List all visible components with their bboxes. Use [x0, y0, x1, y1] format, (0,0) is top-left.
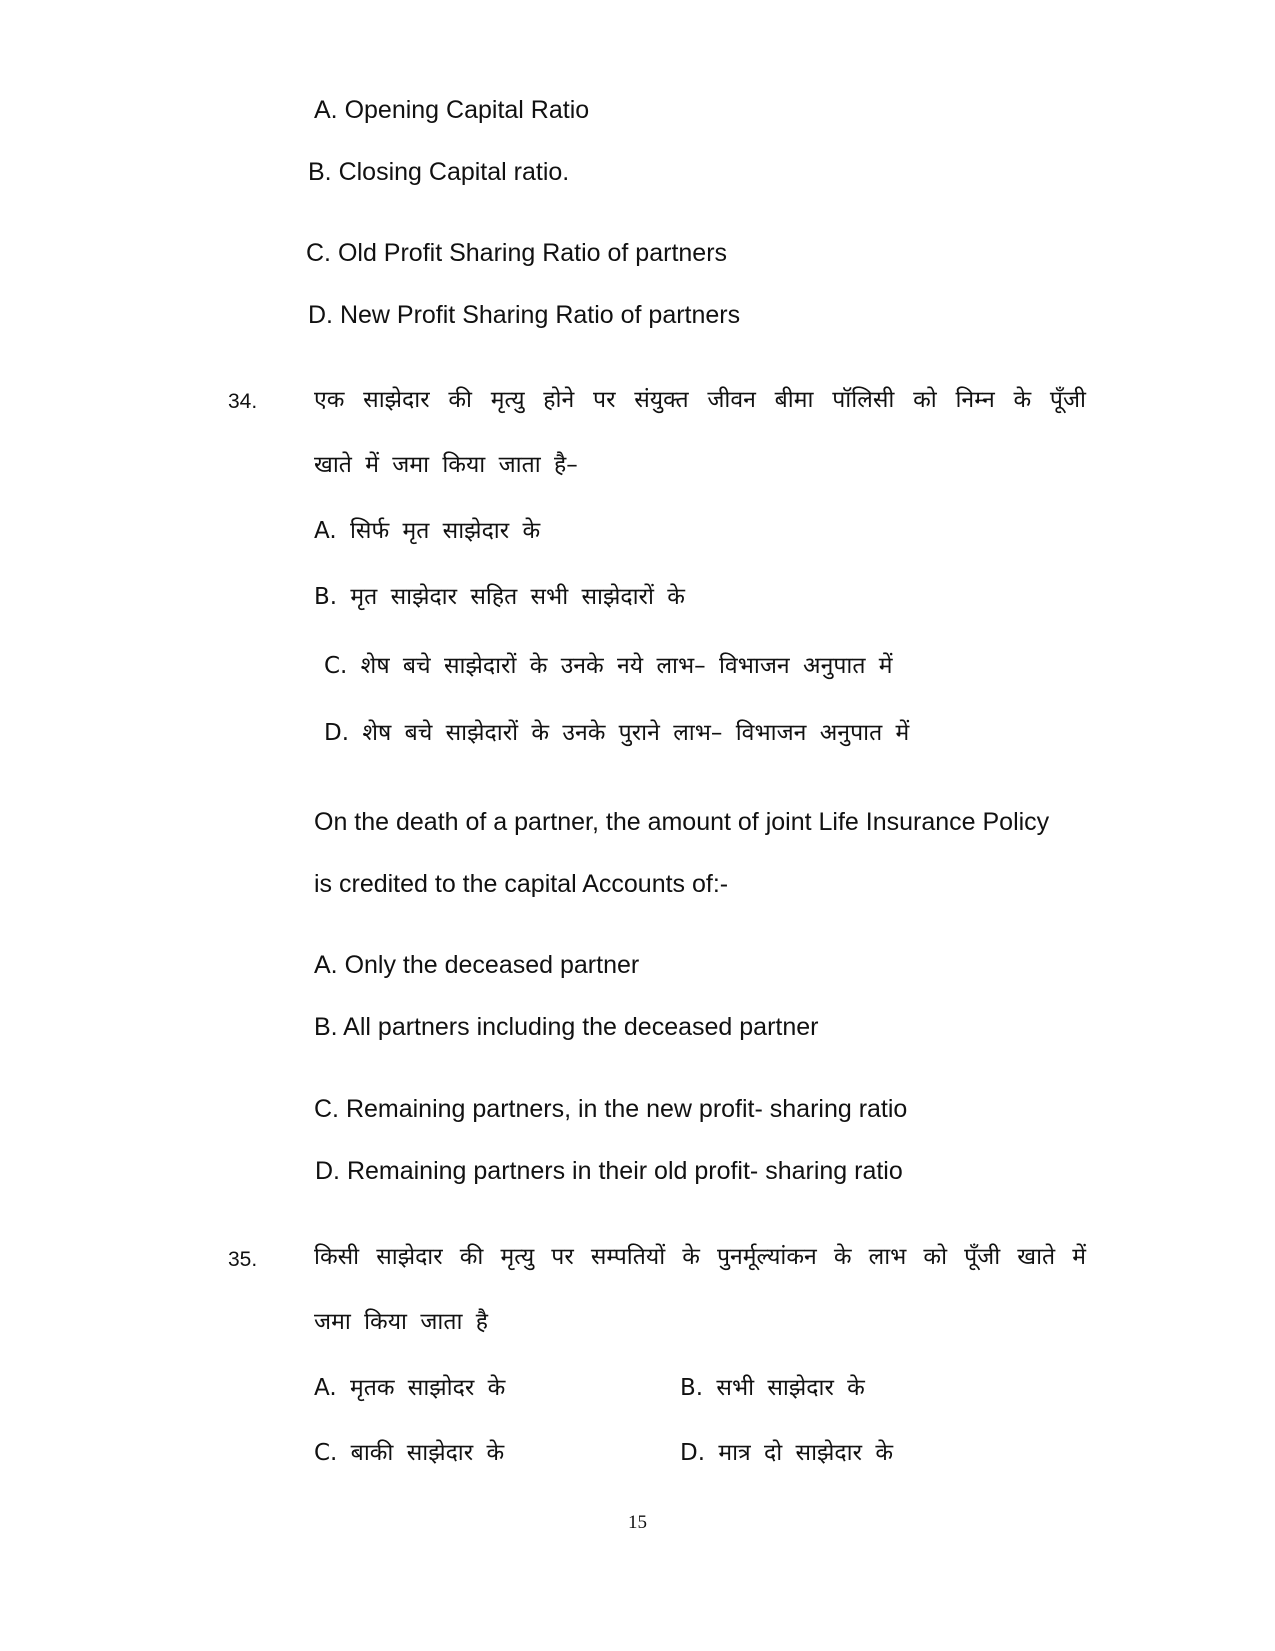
question-34-hindi-option-b: B. मृत साझेदार सहित सभी साझेदारों के: [314, 584, 685, 610]
prev-option-d: D. New Profit Sharing Ratio of partners: [308, 301, 741, 329]
question-35-option-a: A. मृतक साझोदर के: [314, 1375, 506, 1401]
question-34-hindi-line2: खाते में जमा किया जाता है–: [314, 452, 578, 478]
question-34-english-option-d: D. Remaining partners in their old profit- sharing ratio: [315, 1157, 903, 1185]
prev-option-b: B. Closing Capital ratio.: [308, 158, 570, 186]
question-35-option-c: C. बाकी साझेदार के: [314, 1440, 505, 1466]
question-34-english-option-b: B. All partners including the deceased partner: [314, 1013, 819, 1041]
question-34-hindi-option-a: A. सिर्फ मृत साझेदार के: [314, 518, 541, 544]
question-35-option-d: D. मात्र दो साझेदार के: [680, 1440, 893, 1466]
prev-option-a: A. Opening Capital Ratio: [314, 96, 590, 124]
question-34-hindi-option-c: C. शेष बचे साझेदारों के उनके नये लाभ– विभाजन अनुपात में: [324, 653, 893, 679]
question-34-hindi-line1: एक साझेदार की मृत्यु होने पर संयुक्त जीवन बीमा पॉलिसी को निम्न के पूँजी: [314, 387, 1086, 413]
question-35-hindi-line2: जमा किया जाता है: [314, 1309, 488, 1335]
question-34-english-option-a: A. Only the deceased partner: [314, 951, 640, 979]
question-34-number: 34.: [228, 390, 258, 413]
question-35-hindi-line1: किसी साझेदार की मृत्यु पर सम्पतियों के पुनर्मूल्यांकन के लाभ को पूँजी खाते में: [314, 1244, 1086, 1270]
question-34-english-line2: is credited to the capital Accounts of:-: [314, 870, 729, 898]
question-34-english-line1: On the death of a partner, the amount of joint Life Insurance Policy: [314, 808, 1050, 836]
prev-option-c: C. Old Profit Sharing Ratio of partners: [306, 239, 728, 267]
question-34-hindi-option-d: D. शेष बचे साझेदारों के उनके पुराने लाभ– विभाजन अनुपात में: [324, 720, 910, 746]
page-number: 15: [628, 1512, 647, 1533]
question-34-english-option-c: C. Remaining partners, in the new profit- sharing ratio: [314, 1095, 908, 1123]
question-35-option-b: B. सभी साझेदार के: [680, 1375, 865, 1401]
question-35-number: 35.: [228, 1248, 258, 1271]
